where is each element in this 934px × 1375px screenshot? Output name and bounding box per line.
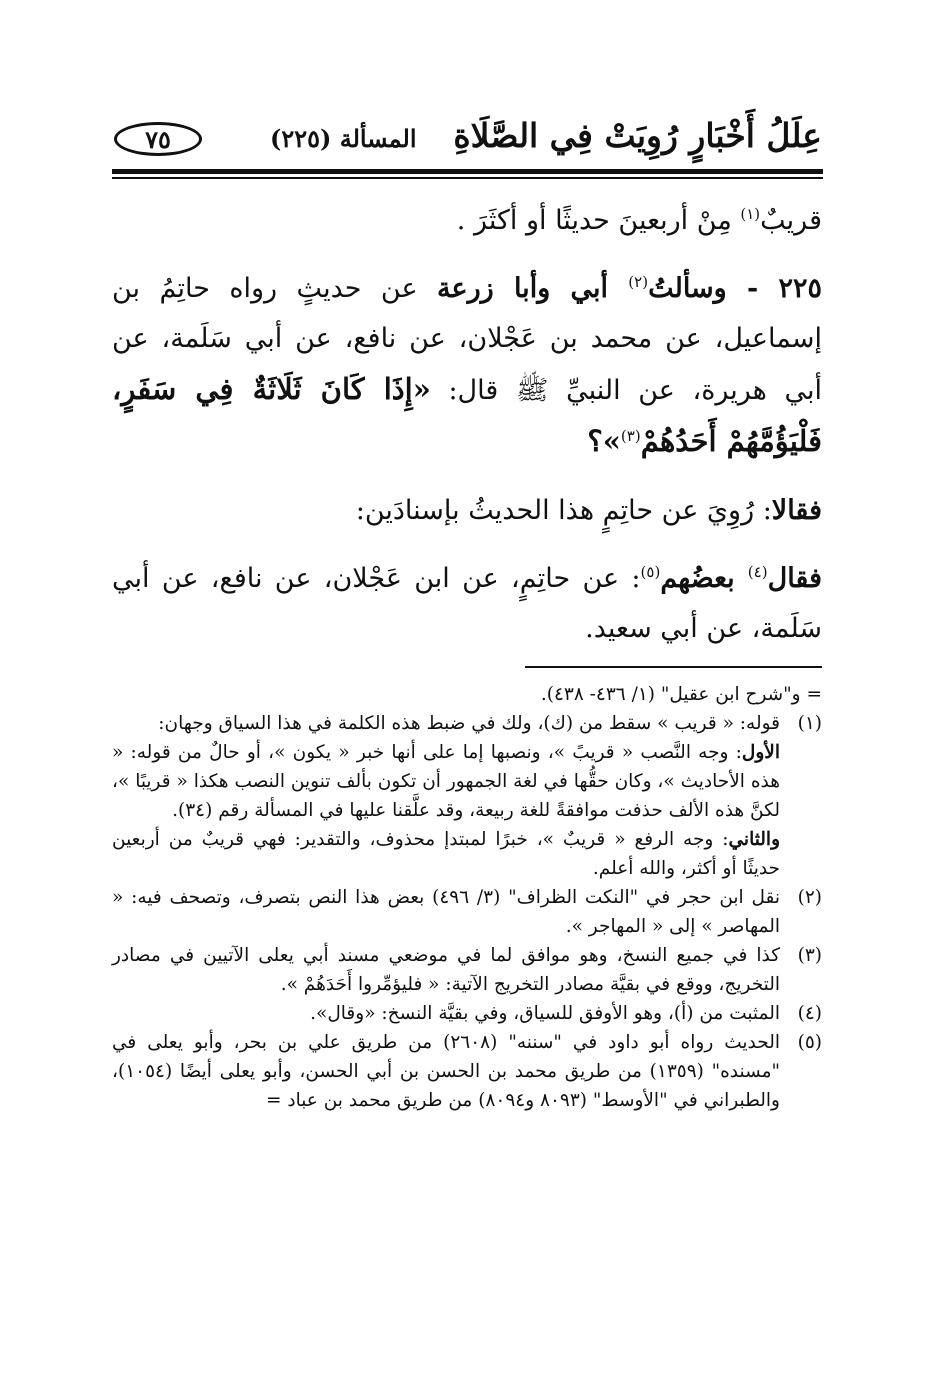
page-number: ٧٥ [145,124,171,154]
hadith-text: »؟ [587,424,621,458]
footnote-number: (٣) [797,945,822,966]
footnote-continuation: = و"شرح ابن عقيل" (١/ ٤٣٦- ٤٣٨). [540,684,822,705]
page-header [112,110,822,166]
text-span: : رُوِيَ عن حاتِمٍ هذا الحديثُ بإسنادَين: [355,495,772,526]
footnote-1-part-2 [112,738,822,825]
footnote-text: قوله: « قريب » سقط من (ك)، ولك في ضبط هذه الكلمة في هذا السياق وجهان: [158,713,780,734]
footnote-text: كذا في جميع النسخ، وهو موافق لما في موضعي مسند أبي يعلى الآتيين في مصادر التخريج، ووقع في بقيَّة مصادر التخريج الآتية: « فليؤمِّروا أَحَدَهُمْ ». [112,945,780,995]
footnote-1-part-3 [112,825,822,883]
paragraph-isnad [112,554,822,654]
main-text [112,196,822,654]
footnotes [112,680,822,1115]
hadith-text: «إِذَا كَانَ ثَلَاثَةٌ فِي سَفَرٍ، فَلْيَؤُمَّهُمْ أَحَدُهُمْ [112,372,822,458]
answer-lead: بعضُهم [660,563,748,594]
footnote-ref: (٥) [640,563,661,581]
paragraph-answer [112,486,822,536]
footnote-text: : وجه النَّصب « قريبً »، ونصبها إما على أنها خبر « يكون »، أو حالٌ من قوله: « هذه الأحاديث »، وكان حقُّها في لغة الجمهور أن تكون بألف تنوين النصب هكذا « قريبًا »، لكنَّ هذه الألف حذفت موافقةً للغة ربيعة، وقد علَّقنا عليها في المسألة رقم (٣٤). [112,742,780,821]
footnote-3 [112,941,822,999]
question-lead: أبي وأبا زرعة [437,273,629,304]
answer-lead: فقال [767,563,822,594]
text-span: قريبٌ [760,205,822,236]
book-title: عِلَلُ أَخْبَارٍ رُوِيَتْ فِي الصَّلَاةِ [453,116,822,155]
question-lead: وسألتُ [648,273,727,304]
footnote-text: المثبت من (أ)، وهو الأوفق للسياق، وفي بقيَّة النسخ: «وقال». [310,1003,780,1024]
footnote-1 [112,709,822,738]
footnote-separator [525,666,822,668]
footnote-text: : وجه الرفع « قريبٌ »، خبرًا لمبتدإ محذوف، والتقدير: فهي قريبٌ من أربعين حديثًا أو أكثر، والله أعلم. [112,829,780,879]
header-rule-thin [112,177,823,179]
footnote-5 [112,1028,822,1115]
question-number: ٢٢٥ - [726,273,822,304]
header-rule-thick [112,169,823,174]
text-span: : عن حاتِمٍ، عن ابن عَجْلان، عن نافع، عن أبي سَلَمة، عن أبي سعيد. [112,563,822,644]
paragraph-intro [112,196,822,246]
footnote-number: (٢) [797,887,822,908]
footnote-number: (٤) [797,1003,822,1024]
masala-label: المسألة (٢٢٥) [270,124,417,153]
page-number-badge [114,122,202,156]
footnote-text: الحديث رواه أبو داود في "سننه" (٢٦٠٨) من طريق علي بن بحر، وأبو يعلى في "مسنده" (١٣٥٩) من طريق محمد بن الحسن بن أبي الحسن، وأبو يعلى أيضًا (١٠٥٤)، والطبراني في "الأوسط" (٨٠٩٣ و٨٠٩٤) من طريق محمد بن عباد = [112,1032,780,1111]
paragraph-question [112,264,822,468]
footnote-lead: والثاني [728,829,780,850]
footnote-2 [112,883,822,941]
text-span: مِنْ أربعينَ حديثًا أو أكثَرَ . [456,205,741,236]
footnote-number: (١) [797,713,822,734]
footnote-ref: (٤) [747,563,768,581]
footnote-ref: (٣) [620,427,641,445]
footnote-ref: (٢) [628,273,649,291]
footnote-lead: الأول [741,742,780,763]
answer-lead: فقالا [771,495,822,526]
footnote-ref: (١) [740,205,761,223]
footnote-number: (٥) [797,1032,822,1053]
footnote-4 [112,999,822,1028]
text-span: عن حديثٍ رواه حاتِمُ بن إسماعيل، عن محمد بن عَجْلان، عن نافع، عن أبي سَلَمة، عن أبي هريرة، عن النبيِّ ﷺ قال: [112,273,822,406]
footnote-text: نقل ابن حجر في "النكت الظراف" (٣/ ٤٩٦) بعض هذا النص بتصرف، وتصحف فيه: « المهاصر » إلى « المهاجر ». [112,887,781,937]
